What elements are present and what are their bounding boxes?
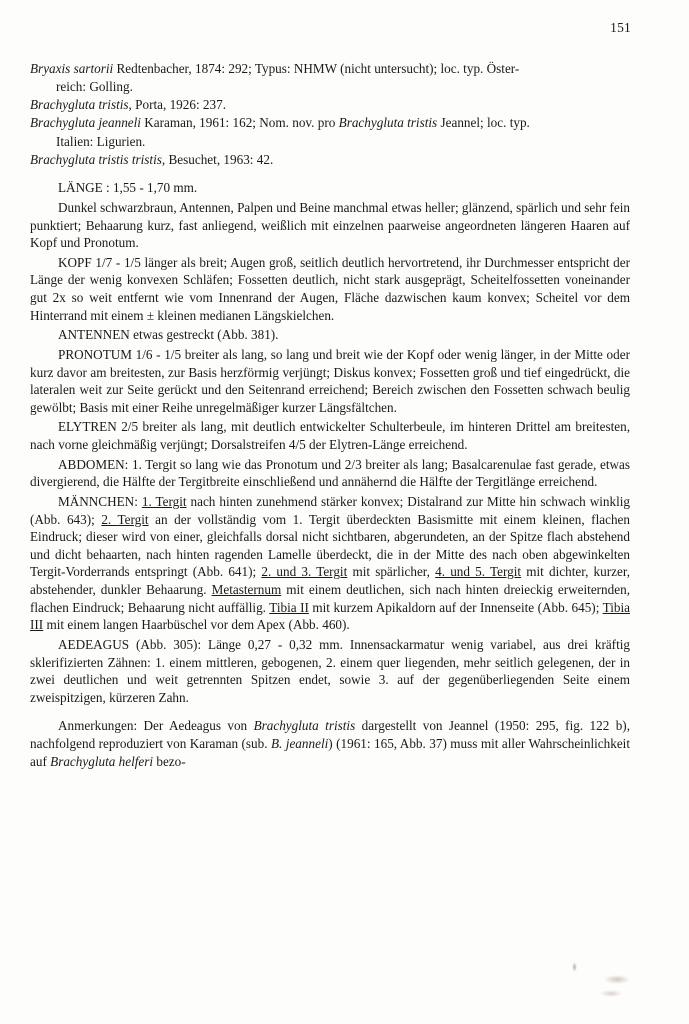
page-smudge (572, 962, 577, 972)
synonymy-entry (30, 151, 630, 169)
taxon-name-secondary: Brachygluta tristis (338, 115, 438, 131)
page-smudge (600, 990, 622, 997)
section-pronotum (30, 346, 630, 417)
section-body: : 1. Tergit nach hinten zunehmend stärker konvex; Distalrand zur Mitte hin schwach winklig (Abb. 643); 2. Tergit an der vollständig vom 1. Tergit überdeckten Basismitte mit einem kleinen, flachen Eindruck; dieser wird von einer, gleichfalls dorsal nicht sichtbaren, abgerundeten, an der Spitze flach abstehend und dicht behaarten, nach hinten ragenden Lamelle überdeckt, die in der Mitte des nach oben abgewinkelten Tergit-Vorderrands entspringt (Abb. 641); 2. und 3. Tergit mit spärlicher, 4. und 5. Tergit mit dichter, kurzer, abstehender, dunkler Behaarung. Metasternum mit einem deutlichen, sich nach hinten dreieckig erweiternden, flachen Eindruck; Behaarung nicht auffällig. Tibia II mit kurzem Apikaldorn auf der Innenseite (Abb. 645); Tibia III mit einem langen Haarbüschel vor dem Apex (Abb. 460). (30, 493, 631, 633)
synonymy-entry-continuation: reich: Golling. (56, 79, 133, 95)
section-maennchen (30, 493, 630, 634)
section-body: 1/6 - 1/5 breiter als lang, so lang und breit wie der Kopf oder wenig länger, in der Mitte oder kurz davor am breitesten, zur Basis herzförmig verjüngt; Diskus konvex; Fossetten groß und tief eingedrückt, die lateralen weit zur Seite gerückt und den Seitenrand erreichend; Bereich zwischen den Fossetten schwach beulig gewölbt; Basis mit einer Reihe unregelmäßiger kurzer Längsfältchen. (30, 346, 630, 415)
section-heading: ABDOMEN (58, 456, 125, 472)
synonymy-text: Karaman, 1961: 162; Nom. nov. pro (140, 115, 339, 131)
synonymy-entry (30, 114, 630, 132)
page-smudge (604, 975, 630, 984)
synonymy-entry (30, 96, 630, 114)
section-heading: AEDEAGUS (58, 636, 130, 652)
synonymy-text: , Porta, 1926: 237. (128, 97, 226, 113)
section-body: 1/7 - 1/5 länger als breit; Augen groß, seitlich deutlich hervortretend, ihr Durchmesser entspricht der Länge der wenig konvexen Schläfen; Fossetten deutlich, nicht stark ausgeprägt, Scheitelfossetten voneinander gut 2x so weit entfernt wie vom Innenrand der Augen, Fläche dazwischen kaum konvex; Scheitel vor dem Hinterrand mit einem ± kleinen medianen Längskielchen. (30, 254, 630, 323)
section-anmerkungen (30, 717, 630, 770)
taxon-name: Brachygluta helferi (50, 753, 154, 769)
section-heading: ANTENNEN (58, 327, 130, 343)
section-coloration: Dunkel schwarzbraun, Antennen, Palpen und Beine manchmal etwas heller; glänzend, spärlich und sehr fein punktiert; Behaarung kurz, fast anliegend, weißlich mit einzelnen paarweise angeordneten längeren Haaren auf Kopf und Pronotum. (30, 199, 631, 251)
section-antennen (30, 326, 630, 344)
section-heading: LÄNGE : 1,55 - 1,70 mm. (58, 180, 198, 196)
section-abdomen (30, 456, 630, 491)
section-elytren (30, 418, 630, 453)
taxon-name: Bryaxis sartorii (30, 61, 114, 76)
taxon-name: Brachygluta tristis tristis (30, 151, 162, 167)
synonymy-text-secondary: Jeannel; loc. typ. (437, 115, 530, 131)
synonymy-text: Redtenbacher, 1874: 292; Typus: NHMW (nicht untersucht); loc. typ. Öster- (113, 61, 520, 76)
synonymy-entry-continuation: Italien: Ligurien. (56, 133, 146, 149)
page-content (30, 60, 630, 770)
section-heading: MÄNNCHEN (58, 493, 135, 509)
section-body: : Der Aedeagus von Brachygluta tristis dargestellt von Jeannel (1950: 295, fig. 122 b), nachfolgend reproduziert von Karaman (sub. B. jeanneli) (1961: 165, Abb. 37) muss mit aller Wahrscheinlichkeit auf Brachygluta helferi bezo- (30, 718, 630, 769)
synonymy-entry (30, 60, 630, 78)
section-heading: KOPF (58, 254, 92, 270)
section-body: 2/5 breiter als lang, mit deutlich entwickelter Schulterbeule, im hinteren Drittel am breitesten, nach vorne gleichmäßig verjüngt; Dorsalstreifen 4/5 der Elytren-Länge erreichend. (30, 419, 630, 452)
section-heading: ELYTREN (58, 419, 117, 435)
section-body: (Abb. 305): Länge 0,27 - 0,32 mm. Innensackarmatur wenig variabel, aus drei kräftig sklerifizierten Zähnen: 1. einem mittleren, gebogenen, 2. einem quer liegenden, mehr seitlich gelegenen, der in zwei deutlichen und weit getrennten Spitzen endet, sowie 3. auf der gegenüberliegenden Seite einem zweispitzigen, kürzeren Zahn. (30, 636, 630, 705)
section-body: : 1. Tergit so lang wie das Pronotum und 2/3 breiter als lang; Basalcarenulae fast gerade, etwas divergierend, die Hälfte der Tergitbreite einschließend und annähernd die Hälfte der Tergitlänge erreichend. (30, 456, 630, 490)
synonymy-block (30, 60, 630, 168)
taxon-name: Brachygluta tristis (253, 718, 356, 734)
section-laenge (30, 179, 630, 197)
taxon-name: Brachygluta jeanneli (30, 115, 141, 131)
section-body: etwas gestreckt (Abb. 381). (129, 327, 279, 343)
section-heading: Anmerkungen (58, 718, 134, 734)
section-kopf (30, 254, 630, 325)
page-number: 151 (610, 20, 631, 35)
section-aedeagus (30, 636, 630, 707)
section-heading: PRONOTUM (58, 346, 133, 362)
taxon-name-abbrev: B. jeanneli (270, 736, 329, 751)
taxon-name: Brachygluta tristis (30, 97, 129, 113)
synonymy-text: , Besuchet, 1963: 42. (161, 151, 274, 167)
